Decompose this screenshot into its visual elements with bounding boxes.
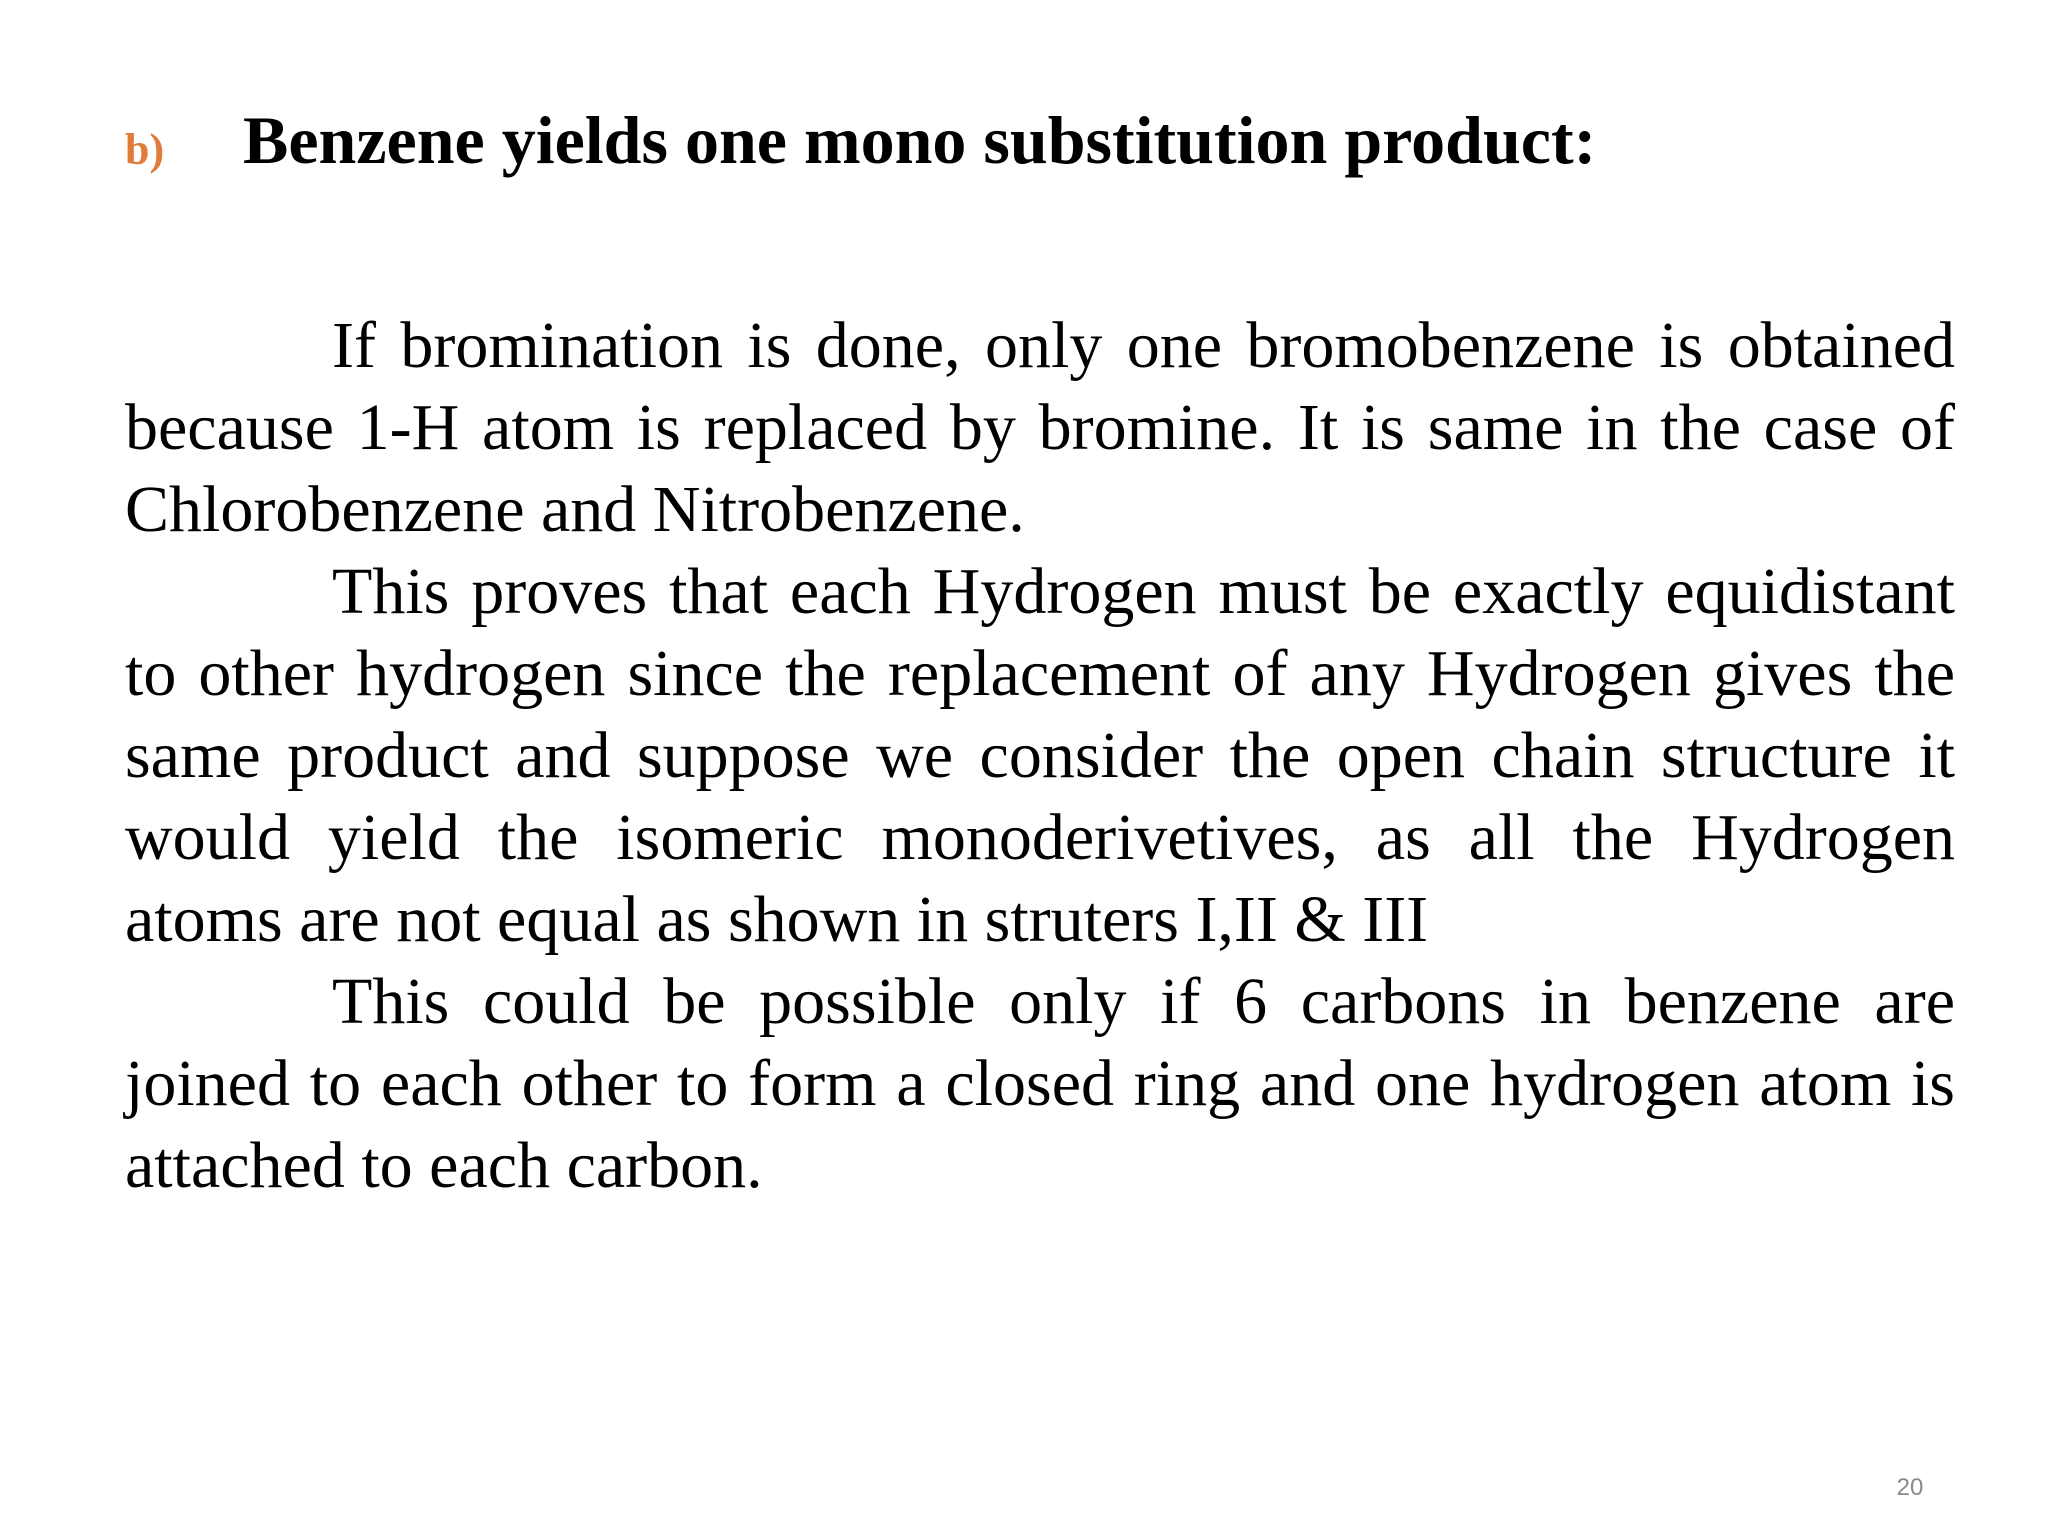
paragraph-bromination: If bromination is done, only one bromobenzene is obtained because 1-H atom is replaced by bromine. It is same in the case of Chlorobenzene and Nitrobenzene. bbox=[125, 309, 1955, 546]
heading-row bbox=[125, 100, 1955, 180]
paragraph-equidistant-hydrogen: This proves that each Hydrogen must be exactly equidistant to other hydrogen since the replacement of any Hydrogen gives the same product and suppose we consider the open chain structure it would yield the isomeric monoderivetives, as all the Hydrogen atoms are not equal as shown in struters I,II & III bbox=[125, 555, 1955, 956]
page-number: 20 bbox=[1896, 1474, 1924, 1501]
slide-body bbox=[125, 305, 1955, 1207]
bullet-marker: b) bbox=[125, 125, 165, 174]
slide-heading: Benzene yields one mono substitution product: bbox=[243, 102, 1597, 178]
paragraph-closed-ring: This could be possible only if 6 carbons in benzene are joined to each other to form a closed ring and one hydrogen atom is attached to each carbon. bbox=[125, 965, 1955, 1202]
